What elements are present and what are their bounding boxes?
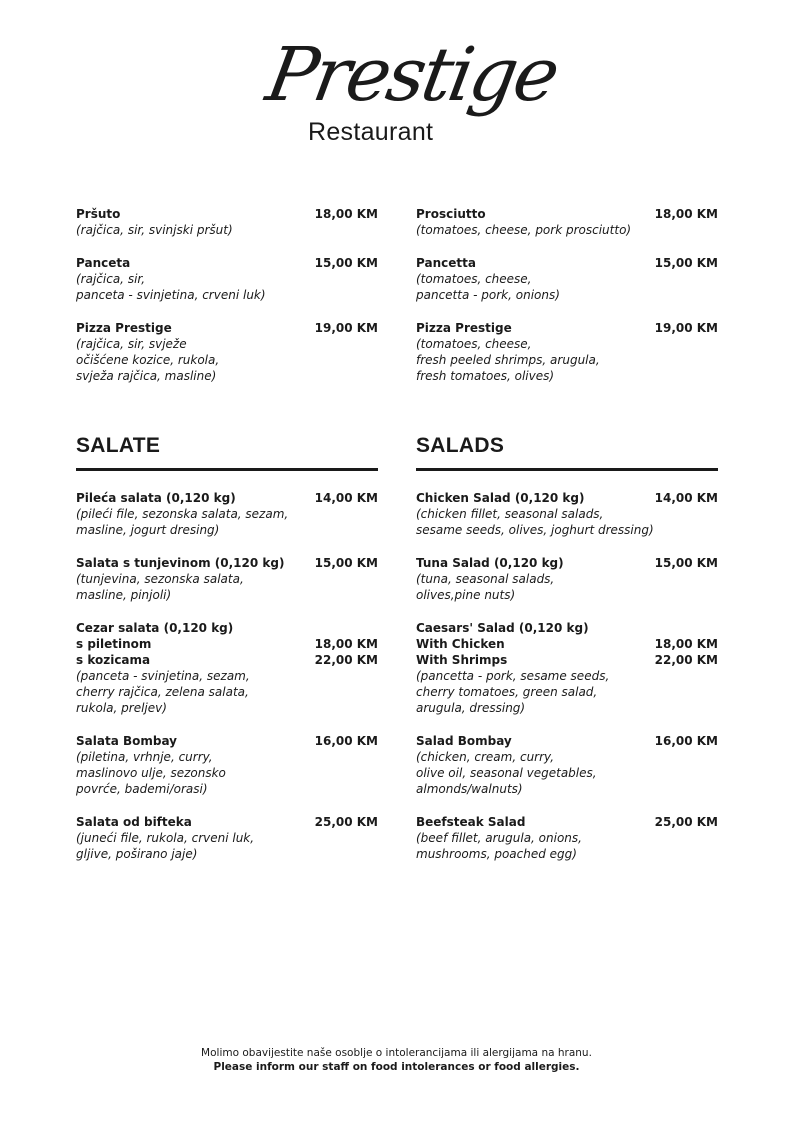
menu-item <box>76 490 378 538</box>
item-name: Pizza Prestige <box>76 321 172 335</box>
item-price: 15,00 KM <box>314 256 378 270</box>
menu-item <box>416 255 718 303</box>
menu-item <box>416 206 718 238</box>
item-variant-price: 18,00 KM <box>654 637 718 651</box>
section-divider <box>76 468 378 471</box>
item-description: (juneći file, rukola, crveni luk, gljive, poširano jaje) <box>76 831 255 861</box>
item-description: (panceta - svinjetina, sezam, cherry rajčica, zelena salata, rukola, preljev) <box>76 669 250 715</box>
item-price: 19,00 KM <box>654 321 718 335</box>
item-description: (piletina, vrhnje, curry, maslinovo ulje, sezonsko povrće, bademi/orasi) <box>76 750 226 796</box>
item-description: (beef fillet, arugula, onions, mushrooms, poached egg) <box>416 831 582 861</box>
item-name: Panceta <box>76 256 131 270</box>
item-name: Chicken Salad (0,120 kg) <box>416 491 585 505</box>
item-name: Cezar salata (0,120 kg) <box>76 621 234 635</box>
item-variant-price: 18,00 KM <box>314 637 378 651</box>
menu-item <box>416 320 718 384</box>
section-title: SALATE <box>76 434 161 457</box>
menu-item <box>416 620 718 716</box>
item-name: Salad Bombay <box>416 734 512 748</box>
menu-item <box>416 814 718 862</box>
item-price: 19,00 KM <box>314 321 378 335</box>
menu-item <box>76 255 378 303</box>
item-variant: With Chicken <box>416 637 505 651</box>
item-price: 14,00 KM <box>314 491 378 505</box>
menu-item <box>416 733 718 797</box>
menu-item <box>76 320 378 384</box>
logo-subtitle: Restaurant <box>308 118 434 146</box>
item-name: Pancetta <box>416 256 476 270</box>
menu-item <box>76 206 378 238</box>
item-price: 18,00 KM <box>314 207 378 221</box>
menu-item <box>76 733 378 797</box>
item-description: (pileći file, sezonska salata, sezam, masline, jogurt dresing) <box>76 507 289 537</box>
item-name: Salata s tunjevinom (0,120 kg) <box>76 556 285 570</box>
allergy-notice <box>0 1046 793 1074</box>
item-price: 15,00 KM <box>314 556 378 570</box>
item-variant: s piletinom <box>76 637 152 651</box>
section-title: SALADS <box>416 434 505 457</box>
item-description: (chicken fillet, seasonal salads, sesame seeds, olives, joghurt dressing) <box>416 507 654 537</box>
item-description: (rajčica, sir, svježe očišćene kozice, rukola, svježa rajčica, masline) <box>76 337 220 383</box>
menu-item <box>416 555 718 603</box>
item-description: (tunjevina, sezonska salata, masline, pinjoli) <box>76 572 244 602</box>
item-name: Tuna Salad (0,120 kg) <box>416 556 564 570</box>
item-variant-price: 22,00 KM <box>654 653 718 667</box>
restaurant-logo <box>260 32 564 166</box>
menu-item <box>76 555 378 603</box>
item-price: 25,00 KM <box>654 815 718 829</box>
item-price: 16,00 KM <box>314 734 378 748</box>
item-price: 14,00 KM <box>654 491 718 505</box>
item-description: (chicken, cream, curry, olive oil, seasonal vegetables, almonds/walnuts) <box>416 750 597 796</box>
section-heading <box>76 434 378 471</box>
item-variant: s kozicama <box>76 653 151 667</box>
item-name: Beefsteak Salad <box>416 815 526 829</box>
logo-script-text: Prestige <box>260 32 564 118</box>
item-description: (pancetta - pork, sesame seeds, cherry tomatoes, green salad, arugula, dressing) <box>416 669 610 715</box>
item-price: 25,00 KM <box>314 815 378 829</box>
menu-item <box>76 814 378 862</box>
allergy-notice-english: Please inform our staff on food intolerances or food allergies. <box>213 1061 580 1073</box>
item-name: Salata od bifteka <box>76 815 192 829</box>
allergy-notice-local: Molimo obavijestite naše osoblje o intolerancijama ili alergijama na hranu. <box>201 1047 592 1059</box>
menu-item <box>416 490 718 538</box>
item-variant-price: 22,00 KM <box>314 653 378 667</box>
item-description: (tomatoes, cheese, pork prosciutto) <box>416 223 632 237</box>
item-variant: With Shrimps <box>416 653 508 667</box>
item-price: 16,00 KM <box>654 734 718 748</box>
item-name: Pizza Prestige <box>416 321 512 335</box>
section-heading <box>416 434 718 471</box>
item-description: (tomatoes, cheese, pancetta - pork, onions) <box>416 272 560 302</box>
item-description: (tuna, seasonal salads, olives,pine nuts) <box>416 572 555 602</box>
item-name: Pileća salata (0,120 kg) <box>76 491 236 505</box>
section-divider <box>416 468 718 471</box>
item-name: Pršuto <box>76 207 121 221</box>
item-description: (tomatoes, cheese, fresh peeled shrimps, arugula, fresh tomatoes, olives) <box>416 337 600 383</box>
item-name: Caesars' Salad (0,120 kg) <box>416 621 589 635</box>
item-price: 15,00 KM <box>654 256 718 270</box>
item-name: Prosciutto <box>416 207 486 221</box>
item-price: 15,00 KM <box>654 556 718 570</box>
item-description: (rajčica, sir, svinjski pršut) <box>76 223 233 237</box>
menu-item <box>76 620 378 716</box>
item-name: Salata Bombay <box>76 734 177 748</box>
item-description: (rajčica, sir, panceta - svinjetina, crveni luk) <box>76 272 266 302</box>
item-price: 18,00 KM <box>654 207 718 221</box>
